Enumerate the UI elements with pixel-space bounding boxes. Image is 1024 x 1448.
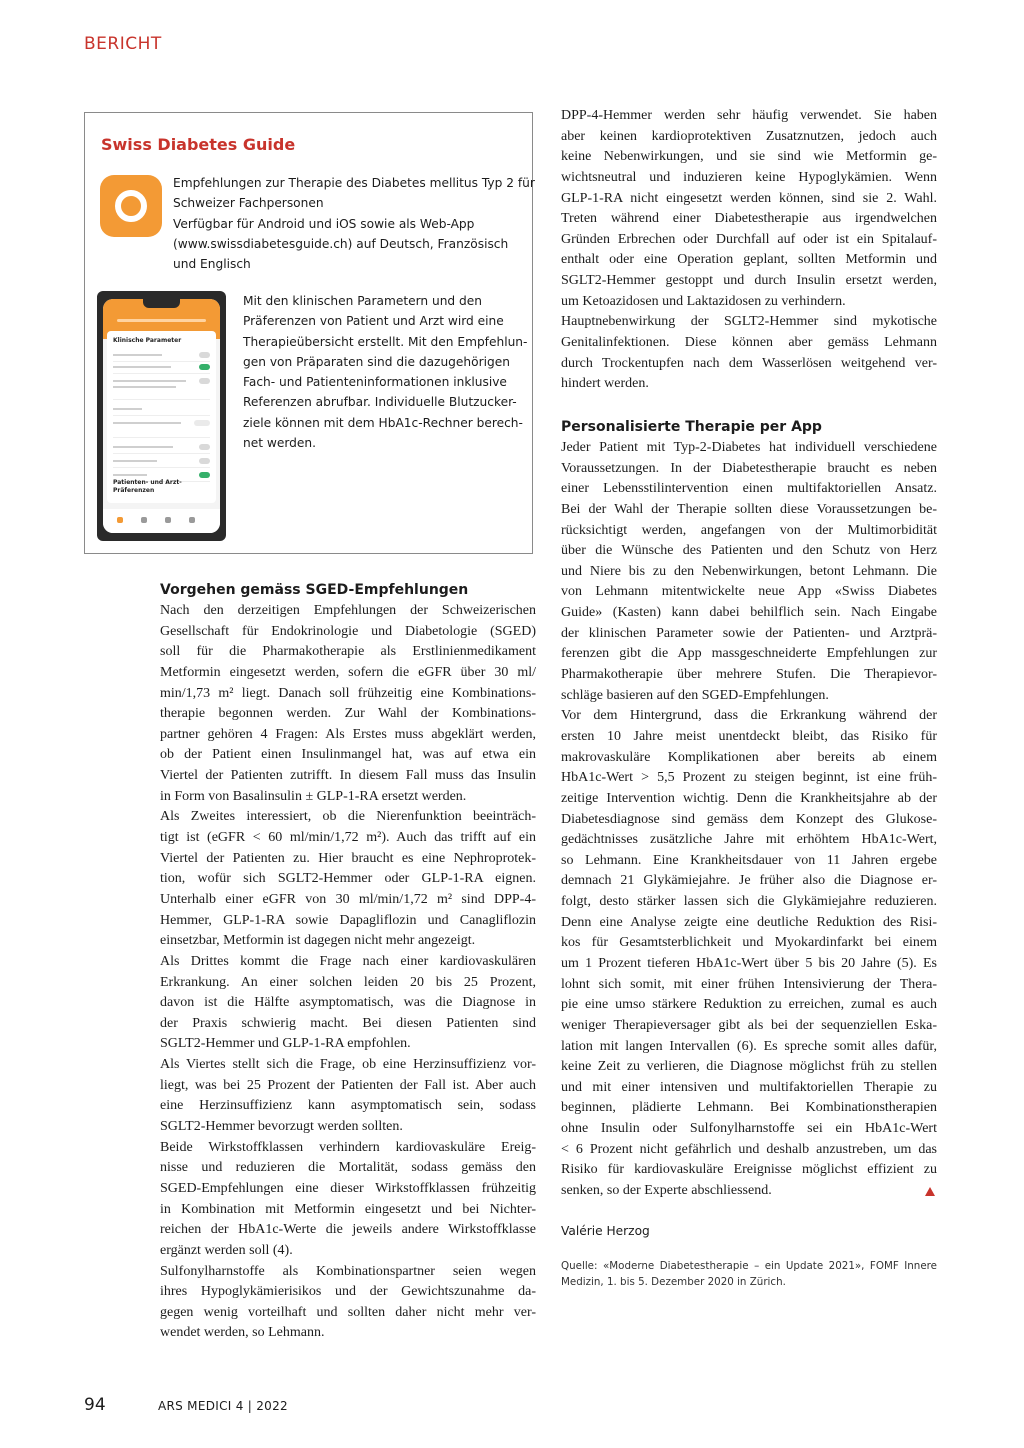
text-line: Als Zweites interessiert, ob die Nierenfunktion beeinträch-	[160, 809, 536, 825]
text-line: ferenzen gibt die App massgeschneiderte Empfehlungen zur	[561, 646, 937, 662]
text-line: Erkrankung. An einer solchen leiden 20 bis 25 Prozent,	[160, 974, 536, 990]
page-number: 94	[84, 1395, 106, 1415]
text-line: gedächtnisses zusätzliche Jahre mit erhöhtem HbA1c-Wert,	[561, 832, 937, 848]
box-description-line: Schweizer Fachpersonen	[173, 196, 324, 211]
text-line: Diabetesdiagnose sind gemäss dem Konzept des Glukose-	[561, 811, 937, 827]
info-box	[84, 112, 533, 554]
text-line: durch Trockentupfen nach dem Wasserlösen weitgehend ver-	[561, 355, 937, 371]
text-line: soll für die Pharmakotherapie als Erstlinienmedikament	[160, 644, 536, 660]
text-line: Gesellschaft für Endokrinologie und Diabetologie (SGED)	[160, 623, 536, 639]
text-line: Metformin eingesetzt werden, sofern die eGFR über 30 ml/	[160, 664, 536, 680]
box-title: Swiss Diabetes Guide	[101, 135, 296, 154]
phone-footer-line: Präferenzen	[113, 487, 155, 494]
text-line: der Praxis schwierig macht. Bei diesen Patienten sind	[160, 1015, 536, 1031]
text-line: hindert werden.	[561, 376, 649, 392]
text-line: tion, wofür sich SGLT2-Hemmer oder GLP-1-RA eignen.	[160, 871, 536, 887]
text-line: schläge basieren auf den SGED-Empfehlungen.	[561, 687, 829, 703]
text-line: Gründen Erbrechen oder Durchfall auf oder ist ein Spitalauf-	[561, 231, 937, 247]
text-line: keine Nebenwirkungen, und sie sind wie Metformin ge-	[561, 149, 937, 165]
text-line: demnach 21 Glykämiejahre. Je früher also die Diagnose er-	[561, 873, 937, 889]
text-line: Treten während einer Diabetestherapie aus irgendwelchen	[561, 211, 937, 227]
text-line: Hauptnebenwirkung der SGLT2-Hemmer sind mykotische	[561, 314, 937, 330]
box-caption-line: Präferenzen von Patient und Arzt wird eine	[243, 314, 504, 329]
box-caption-line: Fach- und Patienteninformationen inklusive	[243, 375, 507, 390]
text-line: und Niere bis zu den Nebenwirkungen, betont Lehmann. Die	[561, 563, 937, 579]
box-description-line: Verfügbar für Android und iOS sowie als Web-App	[173, 216, 475, 231]
text-line: tigt ist (eGFR < 60 ml/min/1,72 m²). Auch das trifft auf ein	[160, 830, 536, 846]
text-line: SGLT2-Hemmer bevorzugt werden sollten.	[160, 1119, 403, 1135]
text-line: Vor dem Hintergrund, dass die Erkrankung während der	[561, 708, 937, 724]
text-line: Viertel der Patienten zu. Hier braucht es eine Nephroprotek-	[160, 850, 536, 866]
text-line: aber keinen kardioprotektiven Zusatznutzen, jedoch auch	[561, 128, 937, 144]
box-description	[173, 173, 535, 274]
text-line: einer Lebensstilintervention einen multifaktoriellen Ansatz.	[561, 481, 937, 497]
box-description-line: (www.swissdiabetesguide.ch) auf Deutsch, Französisch	[173, 236, 509, 251]
text-line: ob der Patient einen Insulinmangel hat, was auf etwa ein	[160, 747, 536, 763]
text-line: Viertel der Patienten zutrifft. In diesem Fall muss das Insulin	[160, 768, 536, 784]
text-line: lohnt sich somit, mit einer frühen Intensivierung der Thera-	[561, 976, 937, 992]
text-line: Hemmer, GLP-1-RA sowie Dapagliflozin und Canagliflozin	[160, 912, 536, 928]
journal-name: ARS MEDICI 4 | 2022	[158, 1399, 288, 1413]
text-line: enthalt oder eine Operation geplant, sollten Metformin und	[561, 252, 937, 268]
text-line: der klinischen Parameter sowie der Patienten- und Arztprä-	[561, 625, 937, 641]
left-column	[160, 580, 536, 1344]
text-line: Denn eine Analyse zeigte eine deutliche Reduktion des Risi-	[561, 914, 937, 930]
text-line: zeitige Intervention wichtig. Denn die Krankheitsjahre ab der	[561, 790, 937, 806]
box-caption	[243, 291, 528, 453]
text-line: SGLT2-Hemmer gestoppt und durch Insulin ersetzt werden,	[561, 273, 937, 289]
swiss-diabetes-guide-app-icon	[100, 175, 162, 237]
text-line: reichen der HbA1c-Werte die jeweils andere Wirkstoffklasse	[160, 1222, 536, 1238]
text-line: ergänzt werden soll (4).	[160, 1242, 293, 1258]
text-line: um 1 Prozent tieferen HbA1c-Wert über 5 bis 20 Jahre (5). Es	[561, 955, 937, 971]
text-line: Sulfonylharnstoffe als Kombinationspartner seien wegen	[160, 1263, 536, 1279]
text-line: rücksichtigt werden, angefangen von der Multimorbidität	[561, 522, 937, 538]
text-line: einsetzbar, Metformin ist dagegen nicht mehr angezeigt.	[160, 933, 476, 949]
box-caption-line: gen von Präparaten sind die dazugehörigen	[243, 354, 510, 369]
text-line: pie eine umso stärkere Reduktion zu erreichen, zumal es auch	[561, 997, 937, 1013]
text-line: senken, so der Experte abschliessend.	[561, 1181, 937, 1202]
section-label: BERICHT	[84, 34, 162, 54]
text-line: und mit einer intensiven und multifaktoriellen Therapie zu	[561, 1079, 937, 1095]
end-triangle-icon	[925, 1187, 935, 1196]
text-line: folgt, desto stärker lassen sich die Glykämiejahre reduzieren.	[561, 894, 937, 910]
phone-tab-bar	[103, 509, 220, 533]
box-description-line: und Englisch	[173, 257, 251, 272]
right-column	[561, 106, 937, 1202]
text-line: Beide Wirkstoffklassen verhindern kardiovaskuläre Ereig-	[160, 1139, 536, 1155]
box-caption-line: net werden.	[243, 436, 316, 451]
text-line: ersten 10 Jahre meist unentdeckt bleibt, das Risiko für	[561, 728, 937, 744]
text-line: davon ist die Hälfte asymptomatisch, was die Diagnose in	[160, 995, 536, 1011]
box-description-line: Empfehlungen zur Therapie des Diabetes mellitus Typ 2 für	[173, 176, 535, 190]
text-line: ihres Hypoglykämierisikos und der Gewichtszunahme da-	[160, 1284, 536, 1300]
text-line: Als Viertes stellt sich die Frage, ob eine Herzinsuffizienz vor-	[160, 1057, 536, 1073]
text-line: SGED-Empfehlungen eine dieser Wirkstoffklassen frühzeitig	[160, 1180, 536, 1196]
text-line: keine Zeit zu verlieren, die Diagnose möglichst früh zu stellen	[561, 1059, 937, 1075]
text-line: liegt, was bei 25 Prozent der Patienten der Fall ist. Aber auch	[160, 1077, 536, 1093]
text-line: Unterhalb einer eGFR von 30 ml/min/1,72 m² sind DPP-4-	[160, 891, 536, 907]
left-column-body	[160, 601, 536, 1344]
text-line: gegen wenig vorteilhaft und sollten daher nicht mehr ver-	[160, 1304, 536, 1320]
section-heading-sged: Vorgehen gemäss SGED-Empfehlungen	[160, 582, 469, 598]
text-line: Genitalinfektionen. Diese können aber gemäss Lehmann	[561, 335, 937, 351]
author-name: Valérie Herzog	[561, 1224, 650, 1238]
right-column-body	[561, 438, 937, 1202]
text-line: therapie begonnen werden. Zur Wahl der Kombinations-	[160, 706, 536, 722]
text-line: in Form von Basalinsulin ± GLP-1-RA ersetzt werden.	[160, 788, 467, 804]
source-note	[561, 1258, 937, 1290]
source-line: Medizin, 1. bis 5. Dezember 2020 in Zürich.	[561, 1276, 786, 1288]
text-line: um Ketoazidosen und Laktazidosen zu verhindern.	[561, 293, 846, 309]
text-line: Pharmakotherapie über mehrere Stufen. Die Therapievor-	[561, 667, 937, 683]
text-line: lation mit langen Intervallen (6). Es spreche somit alles dafür,	[561, 1038, 937, 1054]
text-line: HbA1c-Wert > 5,5 Prozent zu steigen beginnt, ist eine früh-	[561, 770, 937, 786]
text-line: Bei der Wahl der Therapie sollten diese Voraussetzungen be-	[561, 501, 937, 517]
text-line: min/1,73 m² liegt. Danach soll frühzeitig eine Kombinations-	[160, 685, 536, 701]
text-line: Jeder Patient mit Typ-2-Diabetes hat individuell verschiedene	[561, 439, 937, 455]
right-column-intro	[561, 106, 937, 395]
text-line: ohne Insulin oder Sulfonylharnstoffe sei ein HbA1c-Wert	[561, 1121, 937, 1137]
phone-footer-line: Patienten- und Arzt-	[113, 479, 182, 486]
box-caption-line: Mit den klinischen Parametern und den	[243, 294, 483, 308]
text-line: eine Herzinsuffizienz kann asymptomatisch sein, sodass	[160, 1098, 536, 1114]
text-line: makrovaskuläre Komplikationen aber bereits ab einem	[561, 749, 937, 765]
text-line: Voraussetzungen. In der Diabetestherapie braucht es neben	[561, 460, 937, 476]
phone-parameter-card	[107, 331, 216, 503]
box-caption-line: ziele können mit dem HbA1c-Rechner berech-	[243, 415, 523, 430]
section-heading-app: Personalisierte Therapie per App	[561, 418, 822, 435]
app-screenshot-phone	[97, 291, 226, 541]
text-line: DPP-4-Hemmer werden sehr häufig verwendet. Sie haben	[561, 108, 937, 123]
text-line: in Kombination mit Metformin eingesetzt und bei Nichter-	[160, 1201, 536, 1217]
text-line: Risiko für kardiovaskuläre Ereignisse möglichst effizient zu	[561, 1162, 937, 1178]
text-line: wichtsneutral und induzieren keine Hypoglykämien. Wenn	[561, 169, 937, 185]
text-line: < 6 Prozent nicht gefährlich und deshalb anzustreben, um das	[561, 1141, 937, 1157]
text-line: weniger Therapieversager gibt als bei der sequenziellen Eska-	[561, 1017, 937, 1033]
box-caption-line: Referenzen abrufbar. Individuelle Blutzucker-	[243, 395, 517, 410]
text-line: Guide» (Kasten) kann dabei behilflich sein. Nach Eingabe	[561, 605, 937, 621]
text-line: von Lehmann mitentwickelte neue App «Swiss Diabetes	[561, 584, 937, 600]
text-line: so Lehmann. Eine Krankheitsdauer von 11 Jahren ergebe	[561, 852, 937, 868]
text-line: partner gehören 4 Fragen: Als Erstes muss abgeklärt werden,	[160, 726, 536, 742]
source-line: Quelle: «Moderne Diabetestherapie – ein Update 2021», FOMF Innere	[561, 1260, 937, 1272]
phone-screen-heading: Klinische Parameter	[113, 337, 182, 344]
text-line: Nach den derzeitigen Empfehlungen der Schweizerischen	[160, 603, 536, 618]
text-line: kos für Gesamtsterblichkeit und Myokardinfarkt bei einem	[561, 935, 937, 951]
text-line: über die Wünsche des Patienten und den Schutz von Herz	[561, 543, 937, 559]
box-caption-line: Therapieübersicht erstellt. Mit den Empfehlun-	[243, 334, 528, 349]
text-line: wendet werden, so Lehmann.	[160, 1325, 325, 1341]
text-line: SGLT2-Hemmer und GLP-1-RA empfohlen.	[160, 1036, 411, 1052]
text-line: nisse und reduzieren die Mortalität, sodass gemäss den	[160, 1160, 536, 1176]
text-line: Als Drittes kommt die Frage nach einer kardiovaskulären	[160, 953, 536, 969]
text-line: GLP-1-RA nicht eingesetzt werden können, sind sie 2. Wahl.	[561, 190, 937, 206]
text-line: beginnen, plädierte Lehmann. Bei Kombinationstherapien	[561, 1100, 937, 1116]
